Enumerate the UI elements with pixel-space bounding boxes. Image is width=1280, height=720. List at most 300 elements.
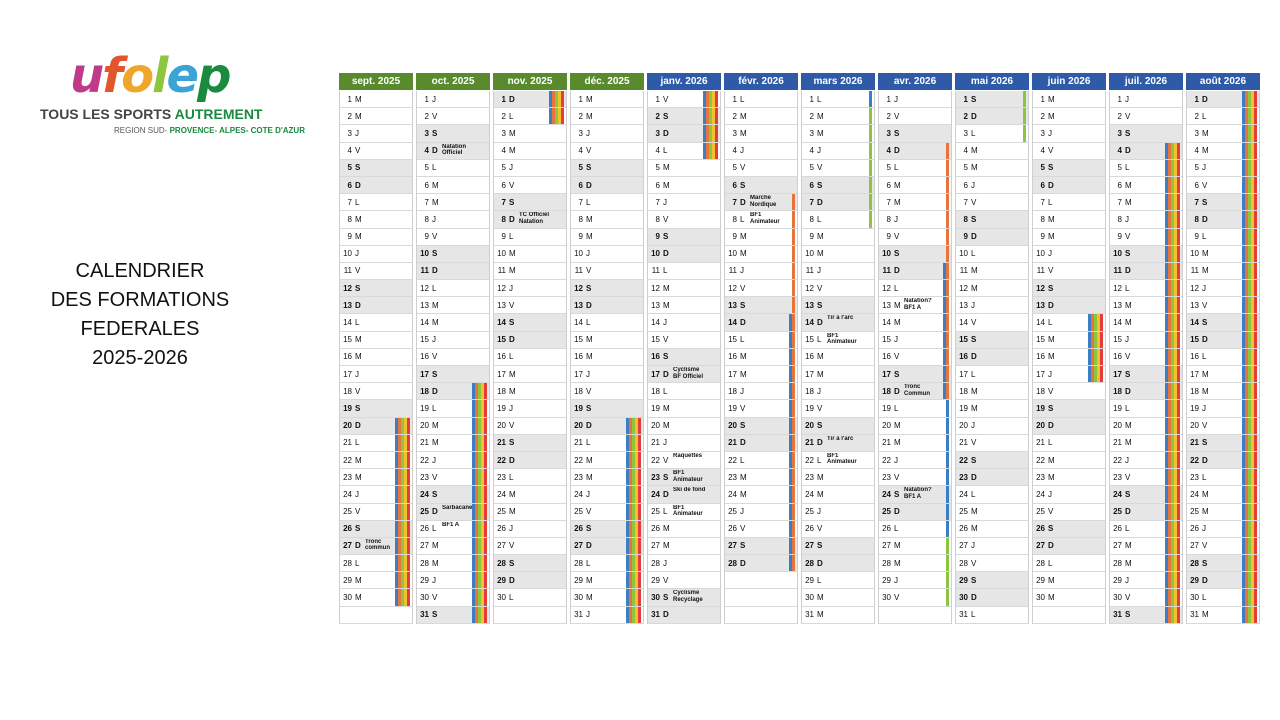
weekday-letter: V: [894, 352, 900, 362]
day-number: 12: [574, 283, 583, 293]
day-cell: [1033, 160, 1105, 177]
color-bar-red: [1254, 555, 1257, 571]
weekday-letter: D: [432, 386, 438, 396]
day-cell: [340, 211, 412, 228]
weekday-letter: V: [971, 438, 977, 448]
day-cell: [1033, 297, 1105, 314]
day-cell: [494, 143, 566, 160]
color-bar-group: [626, 418, 641, 434]
color-bar-green: [946, 589, 949, 605]
day-number: 25: [805, 507, 814, 517]
day-number: 22: [1113, 455, 1122, 465]
day-number: 16: [420, 352, 429, 362]
color-bar-red: [407, 572, 410, 588]
color-bar-red: [484, 521, 487, 537]
color-bar-group: [789, 435, 795, 451]
color-bar-orange: [792, 280, 795, 296]
weekday-letter: M: [1125, 318, 1132, 328]
day-number: 11: [882, 266, 891, 276]
weekday-letter: M: [432, 421, 439, 431]
day-cell: [802, 194, 874, 211]
day-cell: [802, 572, 874, 589]
color-bar-group: [943, 314, 949, 330]
day-cell: [879, 177, 951, 194]
color-bar-group: [789, 538, 795, 554]
day-number: 12: [497, 283, 506, 293]
day-cell: [725, 349, 797, 366]
day-cell: [340, 125, 412, 142]
day-number: 5: [1194, 163, 1199, 173]
weekday-letter: J: [894, 335, 898, 345]
day-number: 5: [963, 163, 968, 173]
month-header: déc. 2025: [570, 73, 644, 90]
day-number: 14: [1036, 318, 1045, 328]
day-cell: [879, 246, 951, 263]
day-number: 14: [420, 318, 429, 328]
day-cell: [725, 143, 797, 160]
weekday-letter: D: [894, 266, 900, 276]
weekday-letter: S: [1048, 403, 1054, 413]
day-number: 30: [343, 593, 352, 603]
day-cell: [956, 177, 1028, 194]
day-number: 25: [882, 507, 891, 517]
weekday-letter: S: [663, 111, 669, 121]
month-header: mars 2026: [801, 73, 875, 90]
color-bar-group: [789, 400, 795, 416]
weekday-letter: D: [1202, 335, 1208, 345]
day-cell: [1110, 366, 1182, 383]
day-cell: [648, 589, 720, 606]
day-number: 4: [886, 146, 891, 156]
weekday-letter: D: [1125, 146, 1131, 156]
weekday-letter: M: [432, 300, 439, 310]
weekday-letter: L: [355, 318, 360, 328]
day-number: 24: [1190, 489, 1199, 499]
weekday-letter: J: [1202, 524, 1206, 534]
weekday-letter: J: [432, 455, 436, 465]
weekday-letter: V: [432, 111, 438, 121]
day-number: 10: [497, 249, 506, 259]
day-number: 30: [497, 593, 506, 603]
color-bar-group: [1242, 91, 1257, 107]
weekday-letter: M: [1125, 558, 1132, 568]
day-number: 23: [1113, 472, 1122, 482]
day-number: 1: [1117, 94, 1122, 104]
weekday-letter: M: [1202, 266, 1209, 276]
color-bar-red: [1254, 297, 1257, 313]
color-bar-orange: [946, 194, 949, 210]
weekday-letter: M: [1202, 386, 1209, 396]
weekday-letter: L: [740, 335, 745, 345]
day-cell: [879, 160, 951, 177]
day-number: 19: [728, 403, 737, 413]
day-number: 18: [882, 386, 891, 396]
day-cell: [648, 349, 720, 366]
day-number: 1: [886, 94, 891, 104]
day-number: 16: [1190, 352, 1199, 362]
color-bar-group: [472, 572, 487, 588]
color-bar-red: [715, 91, 718, 107]
weekday-letter: V: [1202, 300, 1208, 310]
weekday-letter: M: [1125, 300, 1132, 310]
day-cell: [494, 314, 566, 331]
day-cell: [340, 504, 412, 521]
color-bar-red: [407, 486, 410, 502]
weekday-letter: V: [586, 266, 592, 276]
weekday-letter: D: [1048, 180, 1054, 190]
day-cell: [417, 246, 489, 263]
color-bar-blue: [946, 504, 949, 520]
day-cell: [648, 486, 720, 503]
color-bar-group: [1242, 555, 1257, 571]
color-bar-red: [484, 607, 487, 623]
color-bar-red: [1177, 194, 1180, 210]
day-number: 3: [501, 128, 506, 138]
weekday-letter: V: [817, 524, 823, 534]
training-event: Cyclisme Recyclage: [673, 590, 703, 603]
weekday-letter: V: [1048, 386, 1054, 396]
weekday-letter: M: [1048, 111, 1055, 121]
day-number: 31: [1113, 610, 1122, 620]
day-cell: [1110, 469, 1182, 486]
month-column: [647, 73, 721, 624]
day-cell: [725, 555, 797, 572]
day-cell: [571, 177, 643, 194]
weekday-letter: S: [509, 197, 515, 207]
training-event: TC Officiel Natation: [519, 212, 550, 225]
color-bar-group: [1242, 589, 1257, 605]
day-cell: [648, 108, 720, 125]
color-bar-group: [946, 177, 949, 193]
weekday-letter: M: [1048, 455, 1055, 465]
color-bar-group: [869, 194, 872, 210]
day-number: 1: [655, 94, 660, 104]
day-cell: [340, 246, 412, 263]
weekday-letter: M: [432, 438, 439, 448]
color-bar-red: [1100, 349, 1103, 365]
color-bar-group: [1242, 177, 1257, 193]
color-bar-orange: [792, 211, 795, 227]
color-bar-green: [869, 143, 872, 159]
day-cell: [1033, 229, 1105, 246]
weekday-letter: M: [817, 369, 824, 379]
day-number: 18: [497, 386, 506, 396]
day-number: 4: [963, 146, 968, 156]
day-number: 12: [959, 283, 968, 293]
weekday-letter: L: [663, 386, 668, 396]
weekday-letter: S: [1202, 438, 1208, 448]
day-cell: [494, 400, 566, 417]
month-header: oct. 2025: [416, 73, 490, 90]
day-number: 15: [651, 335, 660, 345]
day-number: 8: [655, 214, 660, 224]
weekday-letter: M: [509, 249, 516, 259]
weekday-letter: S: [355, 163, 361, 173]
day-number: 3: [1194, 128, 1199, 138]
day-number: 21: [420, 438, 429, 448]
day-cell: [1110, 400, 1182, 417]
color-bar-group: [395, 538, 410, 554]
day-number: 4: [655, 146, 660, 156]
day-number: 30: [1113, 593, 1122, 603]
weekday-letter: J: [740, 146, 744, 156]
day-number: 17: [882, 369, 891, 379]
color-bar-group: [1165, 504, 1180, 520]
day-number: 5: [1040, 163, 1045, 173]
weekday-letter: M: [432, 180, 439, 190]
day-number: 21: [574, 438, 583, 448]
day-number: 30: [959, 593, 968, 603]
color-bar-group: [946, 435, 949, 451]
color-bar-group: [1023, 125, 1026, 141]
weekday-letter: S: [509, 438, 515, 448]
weekday-letter: J: [1048, 369, 1052, 379]
day-number: 6: [732, 180, 737, 190]
day-number: 6: [1194, 180, 1199, 190]
day-number: 27: [497, 541, 506, 551]
title-line-2: DES FORMATIONS: [50, 289, 230, 311]
color-bar-group: [472, 452, 487, 468]
color-bar-orange: [792, 400, 795, 416]
day-number: 20: [805, 421, 814, 431]
weekday-letter: S: [971, 335, 977, 345]
color-bar-orange: [792, 469, 795, 485]
day-cell: [1187, 572, 1259, 589]
day-cell: [571, 418, 643, 435]
weekday-letter: M: [1202, 369, 1209, 379]
day-cell: [956, 211, 1028, 228]
weekday-letter: S: [663, 232, 669, 242]
day-cell: [417, 177, 489, 194]
day-number: 21: [651, 438, 660, 448]
weekday-letter: M: [971, 283, 978, 293]
color-bar-red: [1177, 469, 1180, 485]
day-number: 1: [963, 94, 968, 104]
color-bar-red: [1254, 160, 1257, 176]
day-cell: [1187, 418, 1259, 435]
day-cell: [571, 469, 643, 486]
day-number: 30: [574, 593, 583, 603]
weekday-letter: D: [1048, 300, 1054, 310]
color-bar-group: [395, 486, 410, 502]
day-cell: [417, 418, 489, 435]
color-bar-orange: [946, 383, 949, 399]
day-cell: [725, 418, 797, 435]
weekday-letter: L: [1048, 197, 1053, 207]
month-column: [955, 73, 1029, 624]
color-bar-orange: [792, 383, 795, 399]
day-cell: [1110, 125, 1182, 142]
weekday-letter: D: [1125, 386, 1131, 396]
day-number: 7: [655, 197, 660, 207]
weekday-letter: S: [894, 249, 900, 259]
weekday-letter: L: [355, 438, 360, 448]
color-bar-group: [869, 177, 872, 193]
color-bar-group: [946, 211, 949, 227]
color-bar-red: [1254, 246, 1257, 262]
day-number: 24: [574, 489, 583, 499]
weekday-letter: M: [1202, 128, 1209, 138]
day-number: 9: [501, 232, 506, 242]
color-bar-red: [1177, 435, 1180, 451]
weekday-letter: J: [432, 94, 436, 104]
color-bar-red: [1177, 383, 1180, 399]
day-number: 20: [959, 421, 968, 431]
day-number: 27: [420, 541, 429, 551]
training-event: Cyclisme BF Officiel: [673, 367, 704, 380]
color-bar-group: [395, 504, 410, 520]
weekday-letter: M: [817, 472, 824, 482]
day-cell: [1187, 125, 1259, 142]
day-cell: [340, 589, 412, 606]
day-cell: [725, 538, 797, 555]
day-cell: [1033, 108, 1105, 125]
day-cell: [648, 125, 720, 142]
day-cell: [956, 589, 1028, 606]
day-cell: [1033, 314, 1105, 331]
color-bar-group: [1242, 521, 1257, 537]
color-bar-red: [1254, 452, 1257, 468]
weekday-letter: D: [740, 438, 746, 448]
day-cell: [417, 435, 489, 452]
color-bar-group: [1165, 177, 1180, 193]
day-cell: [648, 452, 720, 469]
day-cell: [417, 452, 489, 469]
color-bar-red: [638, 572, 641, 588]
day-number: 14: [574, 318, 583, 328]
day-cell: [494, 383, 566, 400]
weekday-letter: L: [432, 163, 437, 173]
day-cell: [1187, 349, 1259, 366]
day-number: 26: [805, 524, 814, 534]
color-bar-group: [1088, 349, 1103, 365]
color-bar-group: [472, 607, 487, 623]
day-number: 28: [420, 558, 429, 568]
color-bar-group: [395, 435, 410, 451]
weekday-letter: J: [663, 558, 667, 568]
weekday-letter: D: [509, 455, 515, 465]
color-bar-red: [638, 589, 641, 605]
day-number: 13: [343, 300, 352, 310]
weekday-letter: S: [1048, 283, 1054, 293]
logo-region: REGION SUD- PROVENCE- ALPES- COTE D'AZUR: [114, 126, 305, 135]
color-bar-group: [789, 314, 795, 330]
weekday-letter: S: [971, 455, 977, 465]
color-bar-group: [1165, 521, 1180, 537]
day-number: 3: [1117, 128, 1122, 138]
day-number: 1: [424, 94, 429, 104]
color-bar-group: [703, 91, 718, 107]
color-bar-group: [1165, 589, 1180, 605]
weekday-letter: D: [355, 180, 361, 190]
weekday-letter: D: [509, 94, 515, 104]
weekday-letter: M: [1048, 214, 1055, 224]
weekday-letter: V: [740, 524, 746, 534]
weekday-letter: M: [663, 163, 670, 173]
day-cell: [1033, 246, 1105, 263]
day-cell: [1033, 177, 1105, 194]
color-bar-group: [792, 297, 795, 313]
weekday-letter: D: [971, 352, 977, 362]
day-number: 3: [809, 128, 814, 138]
day-cell: [494, 297, 566, 314]
day-number: 25: [651, 507, 660, 517]
color-bar-group: [395, 452, 410, 468]
day-number: 12: [343, 283, 352, 293]
weekday-letter: V: [817, 163, 823, 173]
day-cell: [879, 297, 951, 314]
day-cell: [494, 572, 566, 589]
day-cell: [340, 435, 412, 452]
day-cell: [571, 486, 643, 503]
color-bar-group: [943, 332, 949, 348]
color-bar-red: [561, 91, 564, 107]
day-number: 13: [420, 300, 429, 310]
color-bar-red: [407, 555, 410, 571]
day-cell: [802, 486, 874, 503]
color-bar-group: [946, 538, 949, 554]
day-number: 12: [882, 283, 891, 293]
weekday-letter: M: [894, 541, 901, 551]
weekday-letter: V: [817, 403, 823, 413]
day-cell: [648, 280, 720, 297]
day-cell: [879, 263, 951, 280]
day-cell: [340, 452, 412, 469]
day-cell: [1110, 143, 1182, 160]
ufolep-logo: [36, 48, 305, 138]
color-bar-group: [1023, 91, 1026, 107]
day-cell: [1033, 521, 1105, 538]
weekday-letter: D: [971, 111, 977, 121]
day-number: 25: [728, 507, 737, 517]
color-bar-orange: [792, 435, 795, 451]
color-bar-red: [1254, 349, 1257, 365]
color-bar-group: [626, 435, 641, 451]
day-number: 25: [1190, 507, 1199, 517]
day-cell: [725, 91, 797, 108]
day-cell: [1187, 452, 1259, 469]
weekday-letter: J: [971, 541, 975, 551]
weekday-letter: S: [355, 283, 361, 293]
month-header: août 2026: [1186, 73, 1260, 90]
color-bar-group: [789, 332, 795, 348]
day-cell: [1110, 108, 1182, 125]
color-bar-group: [1242, 400, 1257, 416]
day-cell: [956, 607, 1028, 624]
day-number: 26: [728, 524, 737, 534]
day-number: 17: [959, 369, 968, 379]
empty-day-cell: [1033, 607, 1105, 624]
day-cell: [340, 143, 412, 160]
color-bar-group: [946, 143, 949, 159]
color-bar-blue: [946, 521, 949, 537]
day-cell: [571, 435, 643, 452]
day-number: 22: [959, 455, 968, 465]
color-bar-group: [946, 400, 949, 416]
weekday-letter: S: [355, 403, 361, 413]
weekday-letter: M: [586, 232, 593, 242]
day-cell: [802, 246, 874, 263]
color-bar-group: [1165, 143, 1180, 159]
day-cell: [571, 538, 643, 555]
day-cell: [879, 486, 951, 503]
weekday-letter: J: [817, 507, 821, 517]
training-event: BF1 Animateur: [827, 452, 857, 466]
color-bar-group: [789, 418, 795, 434]
day-cell: [1187, 366, 1259, 383]
day-cell: [1033, 280, 1105, 297]
day-number: 7: [1194, 197, 1199, 207]
